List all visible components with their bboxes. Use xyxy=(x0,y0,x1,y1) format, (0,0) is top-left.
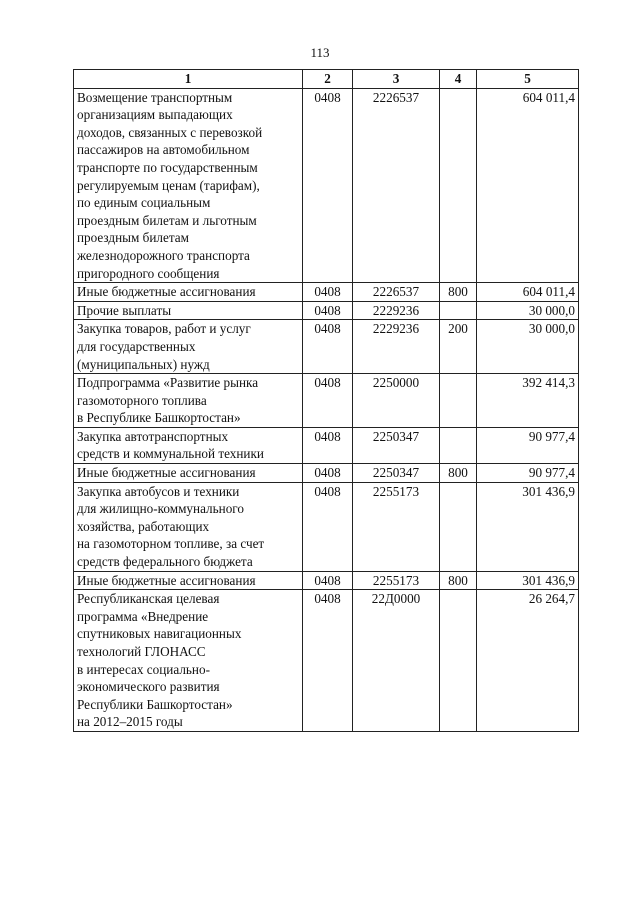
expense-type-cell xyxy=(440,427,477,463)
table-row xyxy=(74,571,579,590)
expense-type-cell xyxy=(440,301,477,320)
row-name-line: Иные бюджетные ассигнования xyxy=(77,284,256,300)
row-name-line: Иные бюджетные ассигнования xyxy=(77,465,256,481)
section-code-cell: 0408 xyxy=(303,374,353,428)
row-name-cell xyxy=(74,464,303,483)
row-name-line: хозяйства, работающих xyxy=(77,518,210,534)
article-code-cell: 2250347 xyxy=(353,427,440,463)
article-code-cell: 2250000 xyxy=(353,374,440,428)
section-code-cell: 0408 xyxy=(303,88,353,283)
expense-type-cell: 800 xyxy=(440,571,477,590)
section-code-cell: 0408 xyxy=(303,571,353,590)
row-name-line: Закупка автотранспортных xyxy=(77,428,229,444)
row-name-line: на газомоторном топливе, за счет xyxy=(77,536,265,552)
row-name-line: проездным билетам xyxy=(77,230,189,246)
expense-type-cell xyxy=(440,374,477,428)
row-name-line: пригородного сообщения xyxy=(77,265,220,281)
row-name-line: Прочие выплаты xyxy=(77,302,172,318)
row-name-line: программа «Внедрение xyxy=(77,608,209,624)
row-name-line: Республиканская целевая xyxy=(77,591,220,607)
row-name-line: на 2012–2015 годы xyxy=(77,714,183,730)
amount-cell: 30 000,0 xyxy=(477,320,579,374)
row-name-line: транспорте по государственным xyxy=(77,159,258,175)
table-header-row xyxy=(74,70,579,89)
expense-type-cell xyxy=(440,88,477,283)
table-row xyxy=(74,88,579,283)
table-row xyxy=(74,464,579,483)
table-row xyxy=(74,374,579,428)
row-name-cell xyxy=(74,427,303,463)
table-row xyxy=(74,427,579,463)
article-code-cell: 22Д0000 xyxy=(353,590,440,732)
article-code-cell: 2255173 xyxy=(353,482,440,571)
section-code-cell: 0408 xyxy=(303,482,353,571)
row-name-line: газомоторного топлива xyxy=(77,392,207,408)
row-name-line: регулируемым ценам (тарифам), xyxy=(77,177,260,193)
row-name-cell xyxy=(74,88,303,283)
row-name-line: Иные бюджетные ассигнования xyxy=(77,572,256,588)
section-code-cell: 0408 xyxy=(303,283,353,302)
column-header: 4 xyxy=(440,70,477,89)
row-name-line: Возмещение транспортным xyxy=(77,89,233,105)
row-name-cell xyxy=(74,374,303,428)
row-name-line: для государственных xyxy=(77,338,196,354)
expense-type-cell xyxy=(440,590,477,732)
column-header: 2 xyxy=(303,70,353,89)
amount-cell: 26 264,7 xyxy=(477,590,579,732)
section-code-cell: 0408 xyxy=(303,427,353,463)
row-name-cell xyxy=(74,482,303,571)
table-row xyxy=(74,482,579,571)
amount-cell: 301 436,9 xyxy=(477,482,579,571)
article-code-cell: 2255173 xyxy=(353,571,440,590)
section-code-cell: 0408 xyxy=(303,590,353,732)
row-name-line: спутниковых навигационных xyxy=(77,626,242,642)
amount-cell: 604 011,4 xyxy=(477,88,579,283)
row-name-line: проездным билетам и льготным xyxy=(77,212,257,228)
row-name-cell xyxy=(74,283,303,302)
expense-type-cell: 800 xyxy=(440,464,477,483)
amount-cell: 604 011,4 xyxy=(477,283,579,302)
column-header: 5 xyxy=(477,70,579,89)
section-code-cell: 0408 xyxy=(303,320,353,374)
table-row xyxy=(74,283,579,302)
row-name-line: железнодорожного транспорта xyxy=(77,247,250,263)
row-name-line: доходов, связанных с перевозкой xyxy=(77,124,263,140)
row-name-line: Республики Башкортостан» xyxy=(77,696,233,712)
row-name-cell xyxy=(74,571,303,590)
article-code-cell: 2229236 xyxy=(353,301,440,320)
row-name-cell xyxy=(74,301,303,320)
row-name-line: в интересах социально- xyxy=(77,661,210,677)
budget-table xyxy=(73,69,579,732)
row-name-line: по единым социальным xyxy=(77,195,211,211)
row-name-line: Подпрограмма «Развитие рынка xyxy=(77,375,259,391)
row-name-cell xyxy=(74,320,303,374)
row-name-line: Закупка товаров, работ и услуг xyxy=(77,321,251,337)
page-number: 113 xyxy=(310,45,330,60)
row-name-line: организациям выпадающих xyxy=(77,107,233,123)
row-name-line: пассажиров на автомобильном xyxy=(77,142,250,158)
amount-cell: 90 977,4 xyxy=(477,427,579,463)
article-code-cell: 2226537 xyxy=(353,283,440,302)
section-code-cell: 0408 xyxy=(303,301,353,320)
row-name-line: экономического развития xyxy=(77,679,220,695)
article-code-cell: 2250347 xyxy=(353,464,440,483)
table-row xyxy=(74,320,579,374)
expense-type-cell xyxy=(440,482,477,571)
row-name-line: Закупка автобусов и техники xyxy=(77,483,240,499)
table-row xyxy=(74,301,579,320)
article-code-cell: 2229236 xyxy=(353,320,440,374)
table-row xyxy=(74,590,579,732)
row-name-line: средств федерального бюджета xyxy=(77,554,253,570)
row-name-line: (муниципальных) нужд xyxy=(77,356,210,372)
section-code-cell: 0408 xyxy=(303,464,353,483)
expense-type-cell: 800 xyxy=(440,283,477,302)
amount-cell: 301 436,9 xyxy=(477,571,579,590)
row-name-line: средств и коммунальной техники xyxy=(77,446,264,462)
row-name-line: для жилищно-коммунального xyxy=(77,501,244,517)
article-code-cell: 2226537 xyxy=(353,88,440,283)
row-name-cell xyxy=(74,590,303,732)
amount-cell: 392 414,3 xyxy=(477,374,579,428)
amount-cell: 30 000,0 xyxy=(477,301,579,320)
row-name-line: технологий ГЛОНАСС xyxy=(77,644,206,659)
amount-cell: 90 977,4 xyxy=(477,464,579,483)
column-header: 1 xyxy=(74,70,303,89)
row-name-line: в Республике Башкортостан» xyxy=(77,410,241,426)
column-header: 3 xyxy=(353,70,440,89)
expense-type-cell: 200 xyxy=(440,320,477,374)
